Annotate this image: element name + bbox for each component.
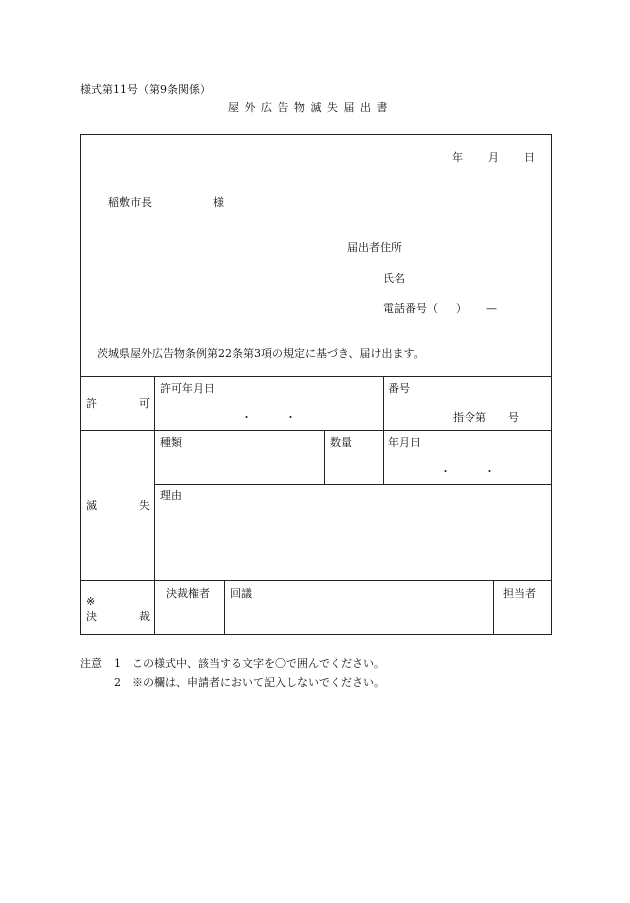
phone-dash: — xyxy=(486,302,497,315)
loss-date-label: 年月日 xyxy=(388,436,421,449)
decision-mark: ※ xyxy=(86,595,96,608)
note-1-number: 1 xyxy=(114,657,121,670)
applicant-address-label: 届出者住所 xyxy=(347,241,402,254)
decision-row-label-a: 決 xyxy=(86,610,97,623)
addressee-honorific: 様 xyxy=(213,196,224,209)
staff-label: 担当者 xyxy=(503,587,536,600)
circulation-label: 回議 xyxy=(230,587,252,600)
permit-row-label-a: 許 xyxy=(86,397,97,410)
authority-label: 決裁権者 xyxy=(166,587,210,600)
loss-date-field: ・ ・ xyxy=(440,465,495,478)
applicant-name-label: 氏名 xyxy=(383,272,405,285)
notes-heading: 注意 xyxy=(80,657,102,670)
permit-row-label-b: 可 xyxy=(139,397,150,410)
decision-row-label-b: 裁 xyxy=(139,610,150,623)
date-year-label: 年 xyxy=(452,151,463,164)
loss-reason-label: 理由 xyxy=(160,489,182,502)
loss-quantity-label: 数量 xyxy=(330,436,352,449)
statement: 茨城県屋外広告物条例第22条第3項の規定に基づき、届け出ます。 xyxy=(97,347,425,360)
permit-number-label: 番号 xyxy=(388,382,410,395)
permit-date-field: ・ ・ xyxy=(241,411,296,424)
note-2-text: ※の欄は、申請者において記入しないでください。 xyxy=(132,676,385,689)
note-1-text: この様式中、該当する文字を〇で囲んでください。 xyxy=(132,657,385,670)
permit-number-value: 指令第 号 xyxy=(453,411,519,424)
addressee: 稲敷市長 xyxy=(108,196,152,209)
date-month-label: 月 xyxy=(488,151,499,164)
loss-row-label-a: 滅 xyxy=(86,499,97,512)
document-title: 屋 外 広 告 物 滅 失 届 出 書 xyxy=(228,101,389,114)
phone-label: 電話番号（ xyxy=(383,302,438,315)
loss-type-label: 種類 xyxy=(160,436,182,449)
permit-date-label: 許可年月日 xyxy=(160,382,215,395)
phone-paren-close: ） xyxy=(456,302,467,315)
form-number: 様式第11号（第9条関係） xyxy=(80,83,211,96)
date-day-label: 日 xyxy=(524,151,535,164)
loss-row-label-b: 失 xyxy=(139,499,150,512)
note-2-number: 2 xyxy=(114,676,121,689)
